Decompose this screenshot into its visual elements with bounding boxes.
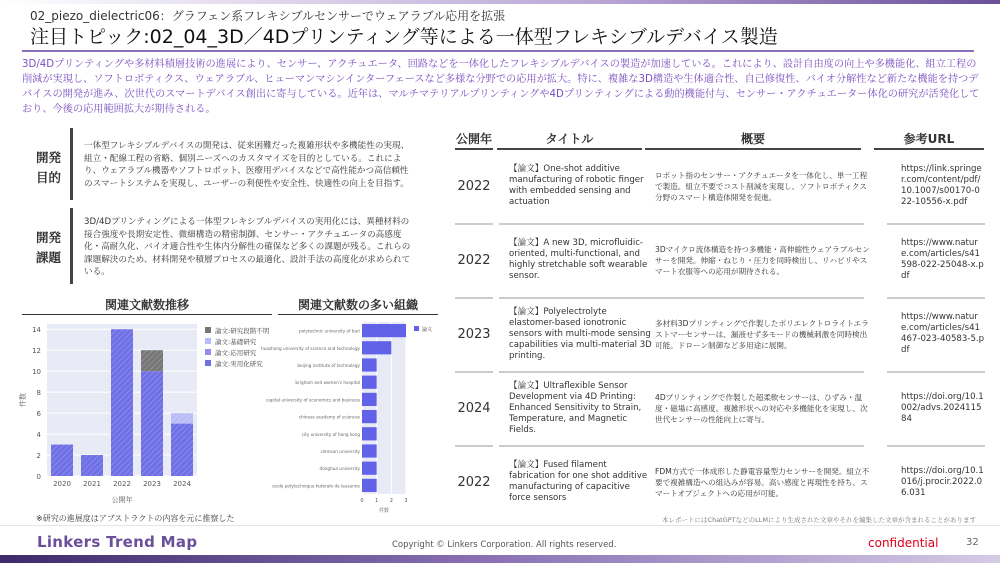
- y-tick-label: 12: [32, 347, 41, 356]
- row-year: 2022: [457, 474, 491, 490]
- trend-chart-title: 関連文献数推移: [22, 296, 272, 315]
- row-abstract: ロボット指のセンサー・アクチュエータを一体化し、単一工程で製造。組立不要でコスト削減を実現し、ソフトロボティクス分野のスマート構造体開発を促進。: [655, 170, 868, 202]
- bar-hatch: [141, 371, 163, 476]
- footer-divider: [0, 525, 1000, 526]
- x-tick-label: 2024: [173, 480, 191, 488]
- y-tick-label: capital university of economics and business: [266, 397, 360, 403]
- y-tick-label: 0: [36, 473, 41, 481]
- bar-hatch: [171, 424, 193, 476]
- y-tick-label: beijing institute of technology: [297, 363, 360, 368]
- x-axis-label: 件数: [378, 508, 390, 514]
- bar-hatch: [111, 329, 133, 476]
- org-chart-title: 関連文献数の多い組織: [278, 296, 438, 315]
- y-tick-label: brigham and women's hospital: [295, 380, 360, 386]
- bottom-accent-bar: [0, 555, 1000, 563]
- x-tick-label: 2020: [53, 480, 71, 488]
- row-year: 2022: [457, 252, 491, 268]
- bar: [362, 341, 391, 354]
- x-tick-label: 2021: [83, 480, 101, 488]
- legend-swatch: [205, 338, 211, 344]
- challenge-block: [30, 208, 410, 284]
- x-tick-label: 2022: [113, 480, 131, 488]
- x-tick-label: 3: [404, 498, 408, 504]
- row-year: 2022: [457, 178, 491, 194]
- legend-label: 論文:研究段階不明: [215, 327, 270, 335]
- bar: [362, 324, 406, 337]
- top-accent-bar: [0, 0, 1000, 4]
- y-tick-label: 10: [32, 368, 41, 377]
- row-abstract: FDM方式で一体成形した静電容量型力センサーを開発。組立不要で複雑構造への組込みが容易。高い感度と再現性を持ち、スマートオブジェクトへの応用が可能。: [655, 466, 870, 498]
- x-tick-label: 2: [389, 498, 393, 504]
- row-year: 2023: [457, 326, 491, 342]
- bar: [362, 427, 377, 440]
- row-url-link[interactable]: https://doi.org/10.1016/j.procir.2022.06.031: [901, 465, 984, 498]
- legend-label: 論文: [422, 327, 433, 333]
- org-chart: [261, 318, 440, 514]
- copyright: Copyright © Linkers Corporation. All rights reserved.: [392, 540, 617, 550]
- table-row: [455, 297, 985, 371]
- y-tick-label: 8: [36, 389, 41, 398]
- row-abstract: 4Dプリンティングで作製した超柔軟センサーは、ひずみ・温度・磁場に高感度。複雑形状への対応や多機能化を実現し、次世代センサーの性能向上に寄与。: [655, 392, 868, 424]
- challenge-label: 開発課題: [36, 230, 62, 265]
- y-tick-label: huazhong university of science and technology: [261, 345, 360, 351]
- row-title: 【論文】Fused filament fabrication for one shot additive manufacturing of capacitive force sensors: [509, 460, 648, 503]
- legend-label: 論文:実用化研究: [215, 360, 263, 368]
- table-row: [455, 149, 985, 223]
- title-divider: [22, 50, 974, 52]
- row-title: 【論文】One-shot additive manufacturing of robotic finger with embedded sensing and actuation: [509, 164, 644, 207]
- table-row: [455, 223, 985, 297]
- brand-logo: Linkers Trend Map: [37, 533, 198, 551]
- bar: [362, 376, 377, 389]
- row-abstract: 多材料3Dプリンティングで作製したポリエレクトロライトエラストマーセンサーは、漏液せず多モードの機械刺激を同時検出可能。ドローン制御など多用途に展開。: [655, 318, 869, 350]
- x-tick-label: 0: [360, 498, 364, 504]
- legend-label: 論文:基礎研究: [215, 338, 257, 346]
- legend-swatch: [205, 327, 211, 333]
- challenge-bar: [70, 208, 73, 284]
- llm-disclaimer: 本レポートにはChatGPTなどのLLMにより生成された文章やそれを編集した文章が含まれることがあります: [662, 516, 976, 524]
- y-tick-label: 14: [32, 326, 41, 335]
- purpose-text: 一体型フレキシブルデバイスの開発は、従来困難だった複雑形状や多機能性の実現、組立・配線工程の省略、個別ニーズへのカスタマイズを目的としている。これにより、ウェアラブル機器やソフトロボット、医療用デバイスなどで高性能かつ高信頼性のスマートシステムを実現し、ユーザーの利便性や安全性、快適性の向上を目指す。: [84, 141, 410, 189]
- y-tick-label: chinese academy of sciences: [298, 414, 360, 420]
- row-year: 2024: [457, 400, 491, 416]
- bar-hatch: [141, 350, 163, 371]
- y-tick-label: city university of hong kong: [301, 431, 360, 437]
- bar-hatch: [81, 455, 103, 476]
- row-title: 【論文】Polyelectrolyte elastomer-based ionotronic sensors with multi-mode sensing capabilities via multi-material 3D printing.: [509, 306, 652, 361]
- legend-label: 論文:応用研究: [215, 349, 257, 357]
- y-tick-label: clemson university: [320, 449, 360, 454]
- topic-summary: 3D/4Dプリンティングや多材料積層技術の進展により、センサー、アクチュエータ、回路などを一体化したフレキシブルデバイスの製造が加速している。これにより、設計自由度の向上や多機能化、組立工程の削減が実現し、ソフトロボティクス、ウェアラブル、ヒューマンマシンインターフェースなど多様な分野での応用が拡大。特に、複雑な3D構造や生体適合性、自己修復性、バイオ分解性など新たな機能を持つデバイスの開発が進み、次世代のスマートデバイス創出に寄与している。近年は、マルチマテリアルプリンティングや4Dプリンティングによる動的機能付与、センサー・アクチュエーター体化の研究が活発化しており、今後の応用範囲拡大が期待される。: [22, 59, 980, 115]
- row-url-link[interactable]: https://doi.org/10.1002/advs.202411584: [901, 391, 984, 424]
- y-tick-label: 4: [36, 431, 41, 440]
- chart-note: ※研究の進展度はアブストラクトの内容を元に推察した: [36, 514, 235, 523]
- bar-hatch: [51, 445, 73, 476]
- legend-swatch: [205, 349, 211, 355]
- col-header-url: 参考URL: [874, 130, 984, 150]
- bar: [362, 479, 377, 492]
- col-header-abstract: 概要: [645, 130, 861, 150]
- bar-hatch: [171, 413, 193, 423]
- page-title: 注目トピック:02_04_3D／4Dプリンティング等による一体型フレキシブルデバイス製造: [30, 26, 778, 48]
- row-abstract: 3Dマイクロ流体構造を持つ多機能・高伸縮性ウェアラブルセンサーを開発。伸縮・ねじり・圧力を同時検出し、リハビリやスマート衣服等への応用が期待される。: [655, 244, 870, 276]
- row-title: 【論文】Ultraflexible Sensor Development via 4D Printing: Enhanced Sensitivity to Strain, Temperature, and Magnetic Fields.: [509, 380, 642, 435]
- bar: [362, 462, 377, 475]
- page-number: 32: [966, 537, 979, 548]
- table-row: [455, 371, 985, 445]
- col-header-title: タイトル: [497, 130, 642, 150]
- row-url-link[interactable]: https://www.nature.com/articles/s41467-023-40583-5.pdf: [901, 312, 985, 355]
- purpose-bar: [70, 128, 73, 200]
- challenge-text: 3D/4Dプリンティングによる一体型フレキシブルデバイスの実用化には、異種材料の接合強度や長期安定性、微細構造の精密制御、センサー・アクチュエータの高感度化・高耐久化、バイオ適合性や生体内分解性の確保など多くの課題が残る。これらの課題解決のため、材料開発や積層プロセスの最適化、設計手法の高度化が求められている。: [84, 217, 411, 277]
- row-title: 【論文】A new 3D, microfluidic-oriented, multi-functional, and highly stretchable soft wearable sensor.: [509, 238, 648, 281]
- confidential-label: confidential: [868, 536, 939, 550]
- legend-swatch: [414, 326, 419, 331]
- page-subtitle: 02_piezo_dielectric06：グラフェン系フレキシブルセンサーでウェアラブル応用を拡張: [30, 9, 506, 23]
- trend-chart: [15, 318, 275, 513]
- y-tick-label: 2: [36, 452, 41, 461]
- y-tick-label: polytechnic university of bari: [298, 328, 360, 334]
- col-header-year: 公開年: [455, 130, 493, 150]
- row-url-link[interactable]: https://www.nature.com/articles/s41598-022-25048-x.pdf: [901, 238, 984, 281]
- x-tick-label: 1: [375, 498, 379, 504]
- bar: [362, 444, 377, 457]
- row-url-link[interactable]: https://link.springer.com/content/pdf/10.1007/s00170-022-10556-x.pdf: [901, 164, 982, 207]
- x-axis-label: 公開年: [111, 496, 133, 504]
- y-tick-label: ecole polytechnique federale de lausanne: [272, 483, 360, 489]
- bar: [362, 358, 377, 371]
- x-tick-label: 2023: [143, 480, 161, 488]
- y-tick-label: 6: [36, 410, 41, 419]
- table-row: [455, 445, 985, 519]
- bar: [362, 393, 377, 406]
- purpose-block: [30, 128, 410, 200]
- legend-swatch: [205, 360, 211, 366]
- y-axis-label: 件数: [19, 393, 27, 407]
- purpose-label: 開発目的: [36, 150, 62, 185]
- y-tick-label: donghua university: [319, 466, 360, 472]
- bar: [362, 410, 377, 423]
